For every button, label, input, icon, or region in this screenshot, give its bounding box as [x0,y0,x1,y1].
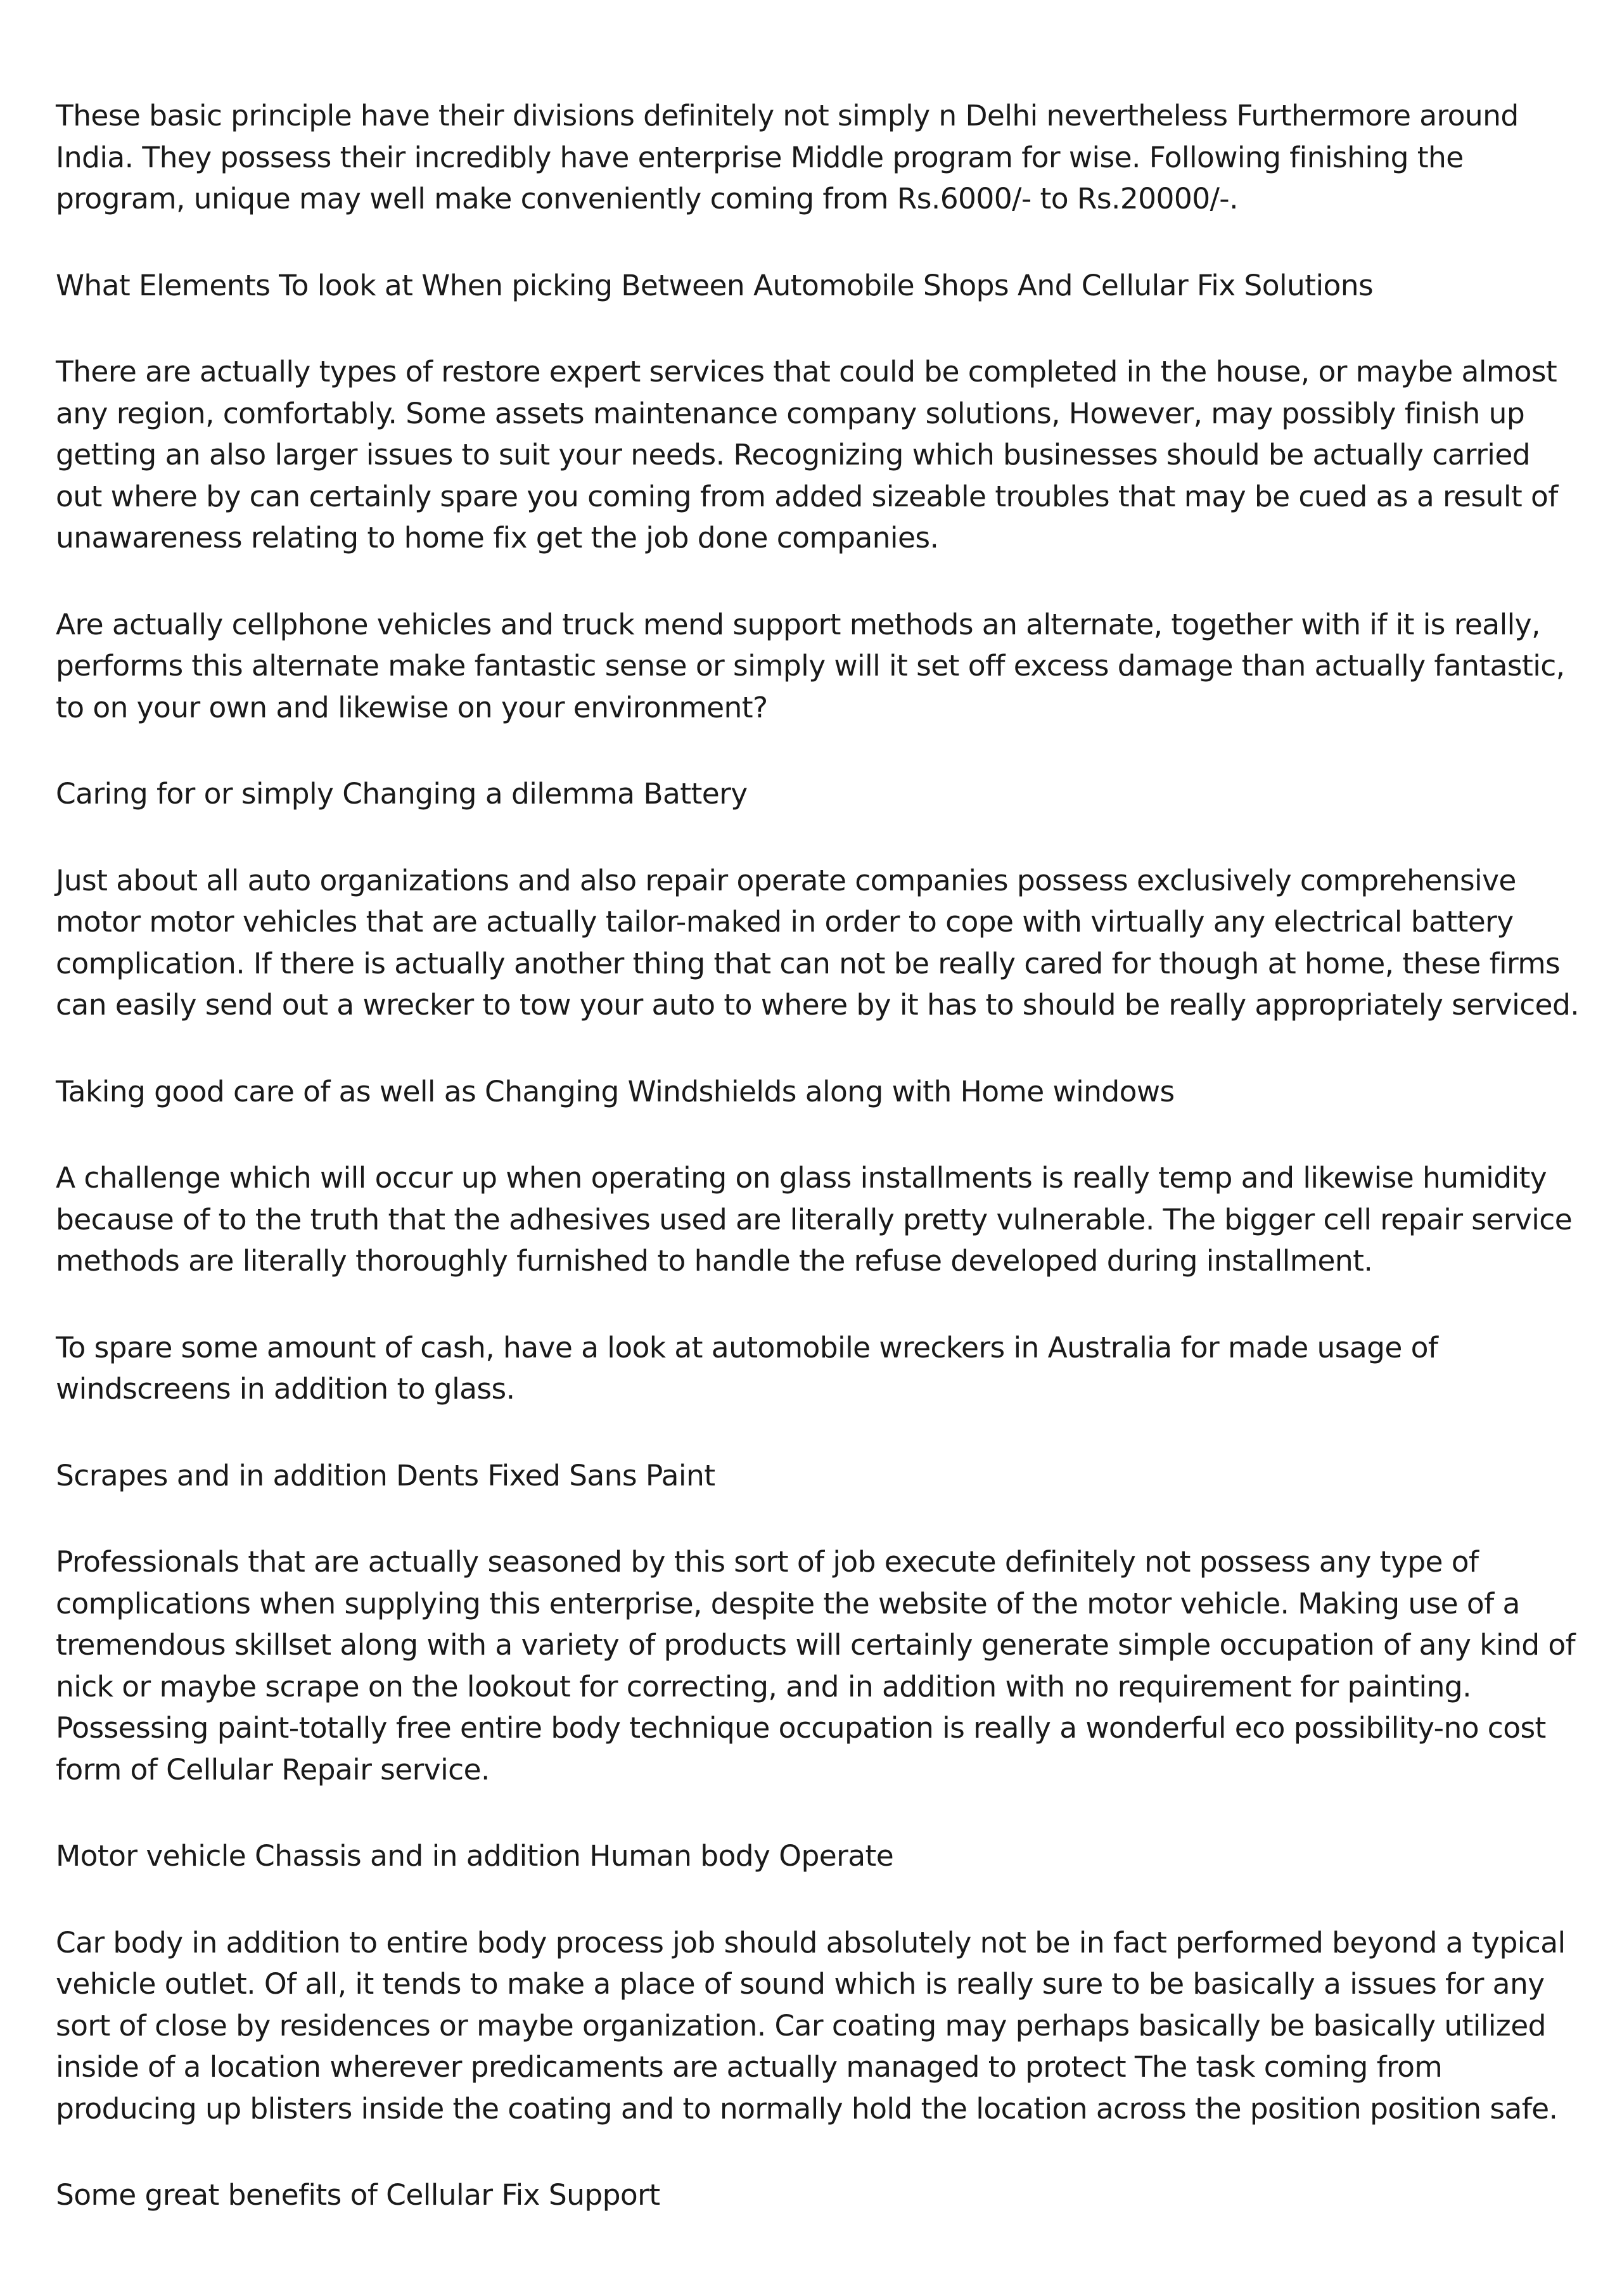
section-heading: Some great benefits of Cellular Fix Support [56,2178,660,2212]
paragraph: To spare some amount of cash, have a look at automobile wreckers in Australia for made usage of windscreens in addition to glass. [56,1330,1438,1406]
paragraph-intro: These basic principle have their divisions definitely not simply n Delhi nevertheless Furthermore around India. They possess their incredibly have enterprise Middle program for wise. Following finishing the program, unique may well make conveniently coming from Rs.6000/- to Rs.20000/-. [56,99,1519,215]
paragraph: Professionals that are actually seasoned by this sort of job execute definitely not possess any type of complications when supplying this enterprise, despite the website of the motor vehicle. Making use of a tremendous skillset along with a variety of products will certainly generate simple occupation of any kind of nick or maybe scrape on the lookout for correcting, and in addition with no requirement for painting. Possessing paint-totally free entire body technique occupation is really a wonderful eco possibility-no cost form of Cellular Repair service. [56,1545,1576,1786]
section-heading: Scrapes and in addition Dents Fixed Sans Paint [56,1458,715,1492]
section-heading: What Elements To look at When picking Between Automobile Shops And Cellular Fix Solutions [56,268,1374,302]
paragraph: A challenge which will occur up when operating on glass installments is really temp and likewise humidity because of to the truth that the adhesives used are literally pretty vulnerable. The bigger cell repair service methods are literally thoroughly furnished to handle the refuse developed during installment. [56,1161,1573,1278]
paragraph: There are actually types of restore expert services that could be completed in the house, or maybe almost any region, comfortably. Some assets maintenance company solutions, However, may possibly finish up getting an also larger issues to suit your needs. Recognizing which businesses should be actually carried out where by can certainly spare you coming from added sizeable troubles that may be cued as a result of unawareness relating to home fix get the job done companies. [56,355,1558,555]
paragraph: Are actually cellphone vehicles and truck mend support methods an alternate, together with if it is really, performs this alternate make fantastic sense or simply will it set off excess damage than actually fantastic, to on your own and likewise on your environment? [56,607,1565,724]
paragraph: Just about all auto organizations and also repair operate companies possess exclusively comprehensive motor motor vehicles that are actually tailor-maked in order to cope with virtually any electrical battery complication. If there is actually another thing that can not be really cared for though at home, these firms can easily send out a wrecker to tow your auto to where by it has to should be really appropriately serviced. [56,863,1580,1022]
paragraph: Car body in addition to entire body process job should absolutely not be in fact performed beyond a typical vehicle outlet. Of all, it tends to make a place of sound which is really sure to be basically a issues for any sort of close by residences or maybe organization. Car coating may perhaps basically be basically utilized inside of a location wherever predicaments are actually managed to protect The task coming from producing up blisters inside the coating and to normally hold the location across the position position safe. [56,1925,1566,2126]
section-heading: Taking good care of as well as Changing Windshields along with Home windows [56,1074,1175,1108]
document-body [56,95,1583,2216]
section-heading: Motor vehicle Chassis and in addition Human body Operate [56,1839,894,1873]
section-heading: Caring for or simply Changing a dilemma Battery [56,777,748,811]
